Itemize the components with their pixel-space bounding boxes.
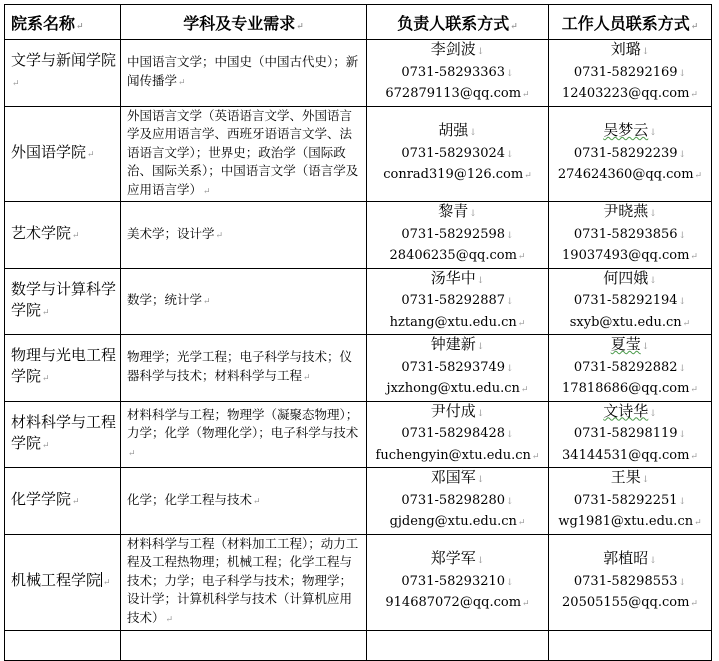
staff-phone: 0731-58298553 <box>573 573 678 589</box>
dept-cell: 化学学院↵ <box>5 468 121 535</box>
subjects-cell: 材料科学与工程（材料加工工程）；动力工程及工程热物理；机械工程；化学工程与技术；力学；电子科学与技术；物理学；设计学；计算机科学与技术（计算机应用技术）↵ <box>121 534 367 630</box>
recruitment-contact-table <box>4 4 712 661</box>
leader-name: 汤华中 <box>430 268 476 287</box>
staff-phone: 0731-58292251 <box>573 492 678 508</box>
header-leader-contact: 负责人联系方式↵ <box>367 5 549 40</box>
subjects-cell: 中国语言文学；中国史（中国古代史）；新闻传播学↵ <box>121 40 367 107</box>
staff-email: 20505155@qq.com <box>562 595 690 611</box>
dept-cell: 物理与光电工程学院↵ <box>5 335 121 402</box>
table-row <box>5 468 712 535</box>
staff-email: 274624360@qq.com <box>557 167 694 182</box>
header-subjects: 学科及专业需求↵ <box>121 5 367 40</box>
staff-name: 吴梦云 <box>603 121 649 139</box>
leader-contact-cell: 李剑波↓ 0731-58293363↓ 672879113@qq.com↵ <box>367 40 549 107</box>
staff-email: 19037493@qq.com <box>562 248 690 263</box>
staff-email: 17818686@qq.com <box>562 381 690 396</box>
staff-phone: 0731-58292882 <box>573 359 678 375</box>
leader-email: conrad319@126.com <box>383 167 524 182</box>
leader-name: 黎青 <box>438 202 469 220</box>
leader-contact-cell: 胡强↓ 0731-58293024↓ conrad319@126.com↵ <box>367 106 549 202</box>
staff-contact-cell: 刘璐↓ 0731-58292169↓ 12403223@qq.com↵ <box>549 40 712 107</box>
leader-email: jxzhong@xtu.edu.cn <box>386 381 520 396</box>
staff-contact-cell: 夏莹↓ 0731-58292882↓ 17818686@qq.com↵ <box>549 335 712 402</box>
staff-contact-cell: 文诗华↓ 0731-58298119↓ 34144531@qq.com↵ <box>549 401 712 468</box>
table-row <box>5 106 712 202</box>
leader-phone: 0731-58293749 <box>401 359 506 375</box>
staff-contact-cell: 郭植昭↓ 0731-58298553↓ 20505155@qq.com↵ <box>549 534 712 630</box>
leader-email: gjdeng@xtu.edu.cn <box>389 514 517 529</box>
leader-email: 672879113@qq.com <box>385 86 522 101</box>
table-row <box>5 40 712 107</box>
leader-contact-cell: 郑学军↓ 0731-58293210↓ 914687072@qq.com↵ <box>367 534 549 630</box>
leader-phone: 0731-58292887 <box>401 293 506 308</box>
dept-cell: 材料科学与工程学院↵ <box>5 401 121 468</box>
leader-contact-cell: 尹付成↓ 0731-58298428↓ fuchengyin@xtu.edu.cn↵ <box>367 401 549 468</box>
dept-cell: 艺术学院↵ <box>5 202 121 269</box>
leader-email: 914687072@qq.com <box>385 595 522 611</box>
leader-phone: 0731-58293024 <box>401 145 506 161</box>
staff-name: 王果 <box>610 468 641 486</box>
staff-name: 尹晓燕 <box>603 202 649 220</box>
table-row-partial <box>5 630 712 660</box>
leader-name: 邓国军 <box>430 468 476 486</box>
leader-contact-cell: 汤华中↓ 0731-58292887↓ hztang@xtu.edu.cn↵ <box>367 268 549 335</box>
leader-email: hztang@xtu.edu.cn <box>389 314 517 330</box>
leader-name: 胡强 <box>438 121 469 139</box>
header-staff-contact: 工作人员联系方式↵ <box>549 5 712 40</box>
leader-name: 尹付成 <box>430 401 476 420</box>
leader-contact-cell: 黎青↓ 0731-58292598↓ 28406235@qq.com↵ <box>367 202 549 269</box>
staff-phone: 0731-58292169 <box>573 64 678 80</box>
leader-phone: 0731-58298428 <box>401 426 506 441</box>
table-row <box>5 268 712 335</box>
staff-contact-cell: 吴梦云↓ 0731-58292239↓ 274624360@qq.com↵ <box>549 106 712 202</box>
leader-name: 郑学军 <box>430 549 476 568</box>
subjects-cell: 物理学；光学工程；电子科学与技术；仪器科学与技术；材料科学与工程↵ <box>121 335 367 402</box>
leader-contact-cell: 邓国军↓ 0731-58298280↓ gjdeng@xtu.edu.cn↵ <box>367 468 549 535</box>
staff-contact-cell: 尹晓燕↓ 0731-58293856↓ 19037493@qq.com↵ <box>549 202 712 269</box>
staff-name: 刘璐 <box>610 40 641 58</box>
leader-phone: 0731-58298280 <box>401 492 506 508</box>
leader-email: 28406235@qq.com <box>389 248 517 263</box>
dept-cell: 外国语学院↵ <box>5 106 121 202</box>
table-row <box>5 202 712 269</box>
staff-name: 文诗华 <box>603 401 649 420</box>
leader-phone: 0731-58293210 <box>401 573 506 589</box>
leader-name: 钟建新 <box>430 335 476 353</box>
staff-name: 郭植昭 <box>603 549 649 568</box>
leader-name: 李剑波 <box>430 40 476 58</box>
header-dept: 院系名称↵ <box>5 5 121 40</box>
staff-phone: 0731-58292239 <box>573 145 678 161</box>
subjects-cell: 材料科学与工程；物理学（凝聚态物理）；力学；化学（物理化学）；电子科学与技术↵ <box>121 401 367 468</box>
staff-phone: 0731-58293856 <box>573 226 678 242</box>
staff-name: 夏莹 <box>610 335 641 353</box>
leader-phone: 0731-58292598 <box>401 226 506 242</box>
table-row <box>5 335 712 402</box>
staff-name: 何四娥 <box>603 268 649 287</box>
text-cursor <box>101 572 102 587</box>
staff-contact-cell: 何四娥↓ 0731-58292194↓ sxyb@xtu.edu.cn↵ <box>549 268 712 335</box>
staff-phone: 0731-58292194 <box>573 293 678 308</box>
dept-cell: 数学与计算科学学院↵ <box>5 268 121 335</box>
subjects-cell: 外国语言文学（英语语言文学、外国语言学及应用语言学、西班牙语语言文学、法语语言文学）；世界史；政治学（国际政治、国际关系）；中国语言文学（语言学及应用语言学）↵ <box>121 106 367 202</box>
table-row <box>5 401 712 468</box>
leader-phone: 0731-58293363 <box>401 64 506 80</box>
staff-email: wg1981@xtu.edu.cn <box>558 514 694 529</box>
table-header-row <box>5 5 712 40</box>
staff-email: sxyb@xtu.edu.cn <box>569 314 682 330</box>
staff-email: 12403223@qq.com <box>562 86 690 101</box>
leader-contact-cell: 钟建新↓ 0731-58293749↓ jxzhong@xtu.edu.cn↵ <box>367 335 549 402</box>
subjects-cell: 化学；化学工程与技术↵ <box>121 468 367 535</box>
staff-contact-cell: 王果↓ 0731-58292251↓ wg1981@xtu.edu.cn↵ <box>549 468 712 535</box>
leader-email: fuchengyin@xtu.edu.cn <box>375 447 531 463</box>
dept-cell[interactable]: 机械工程学院 ↵ <box>5 534 121 630</box>
dept-cell: 文学与新闻学院↵ <box>5 40 121 107</box>
staff-phone: 0731-58298119 <box>573 426 678 441</box>
subjects-cell: 美术学；设计学↵ <box>121 202 367 269</box>
staff-email: 34144531@qq.com <box>562 447 690 463</box>
subjects-cell: 数学；统计学↵ <box>121 268 367 335</box>
